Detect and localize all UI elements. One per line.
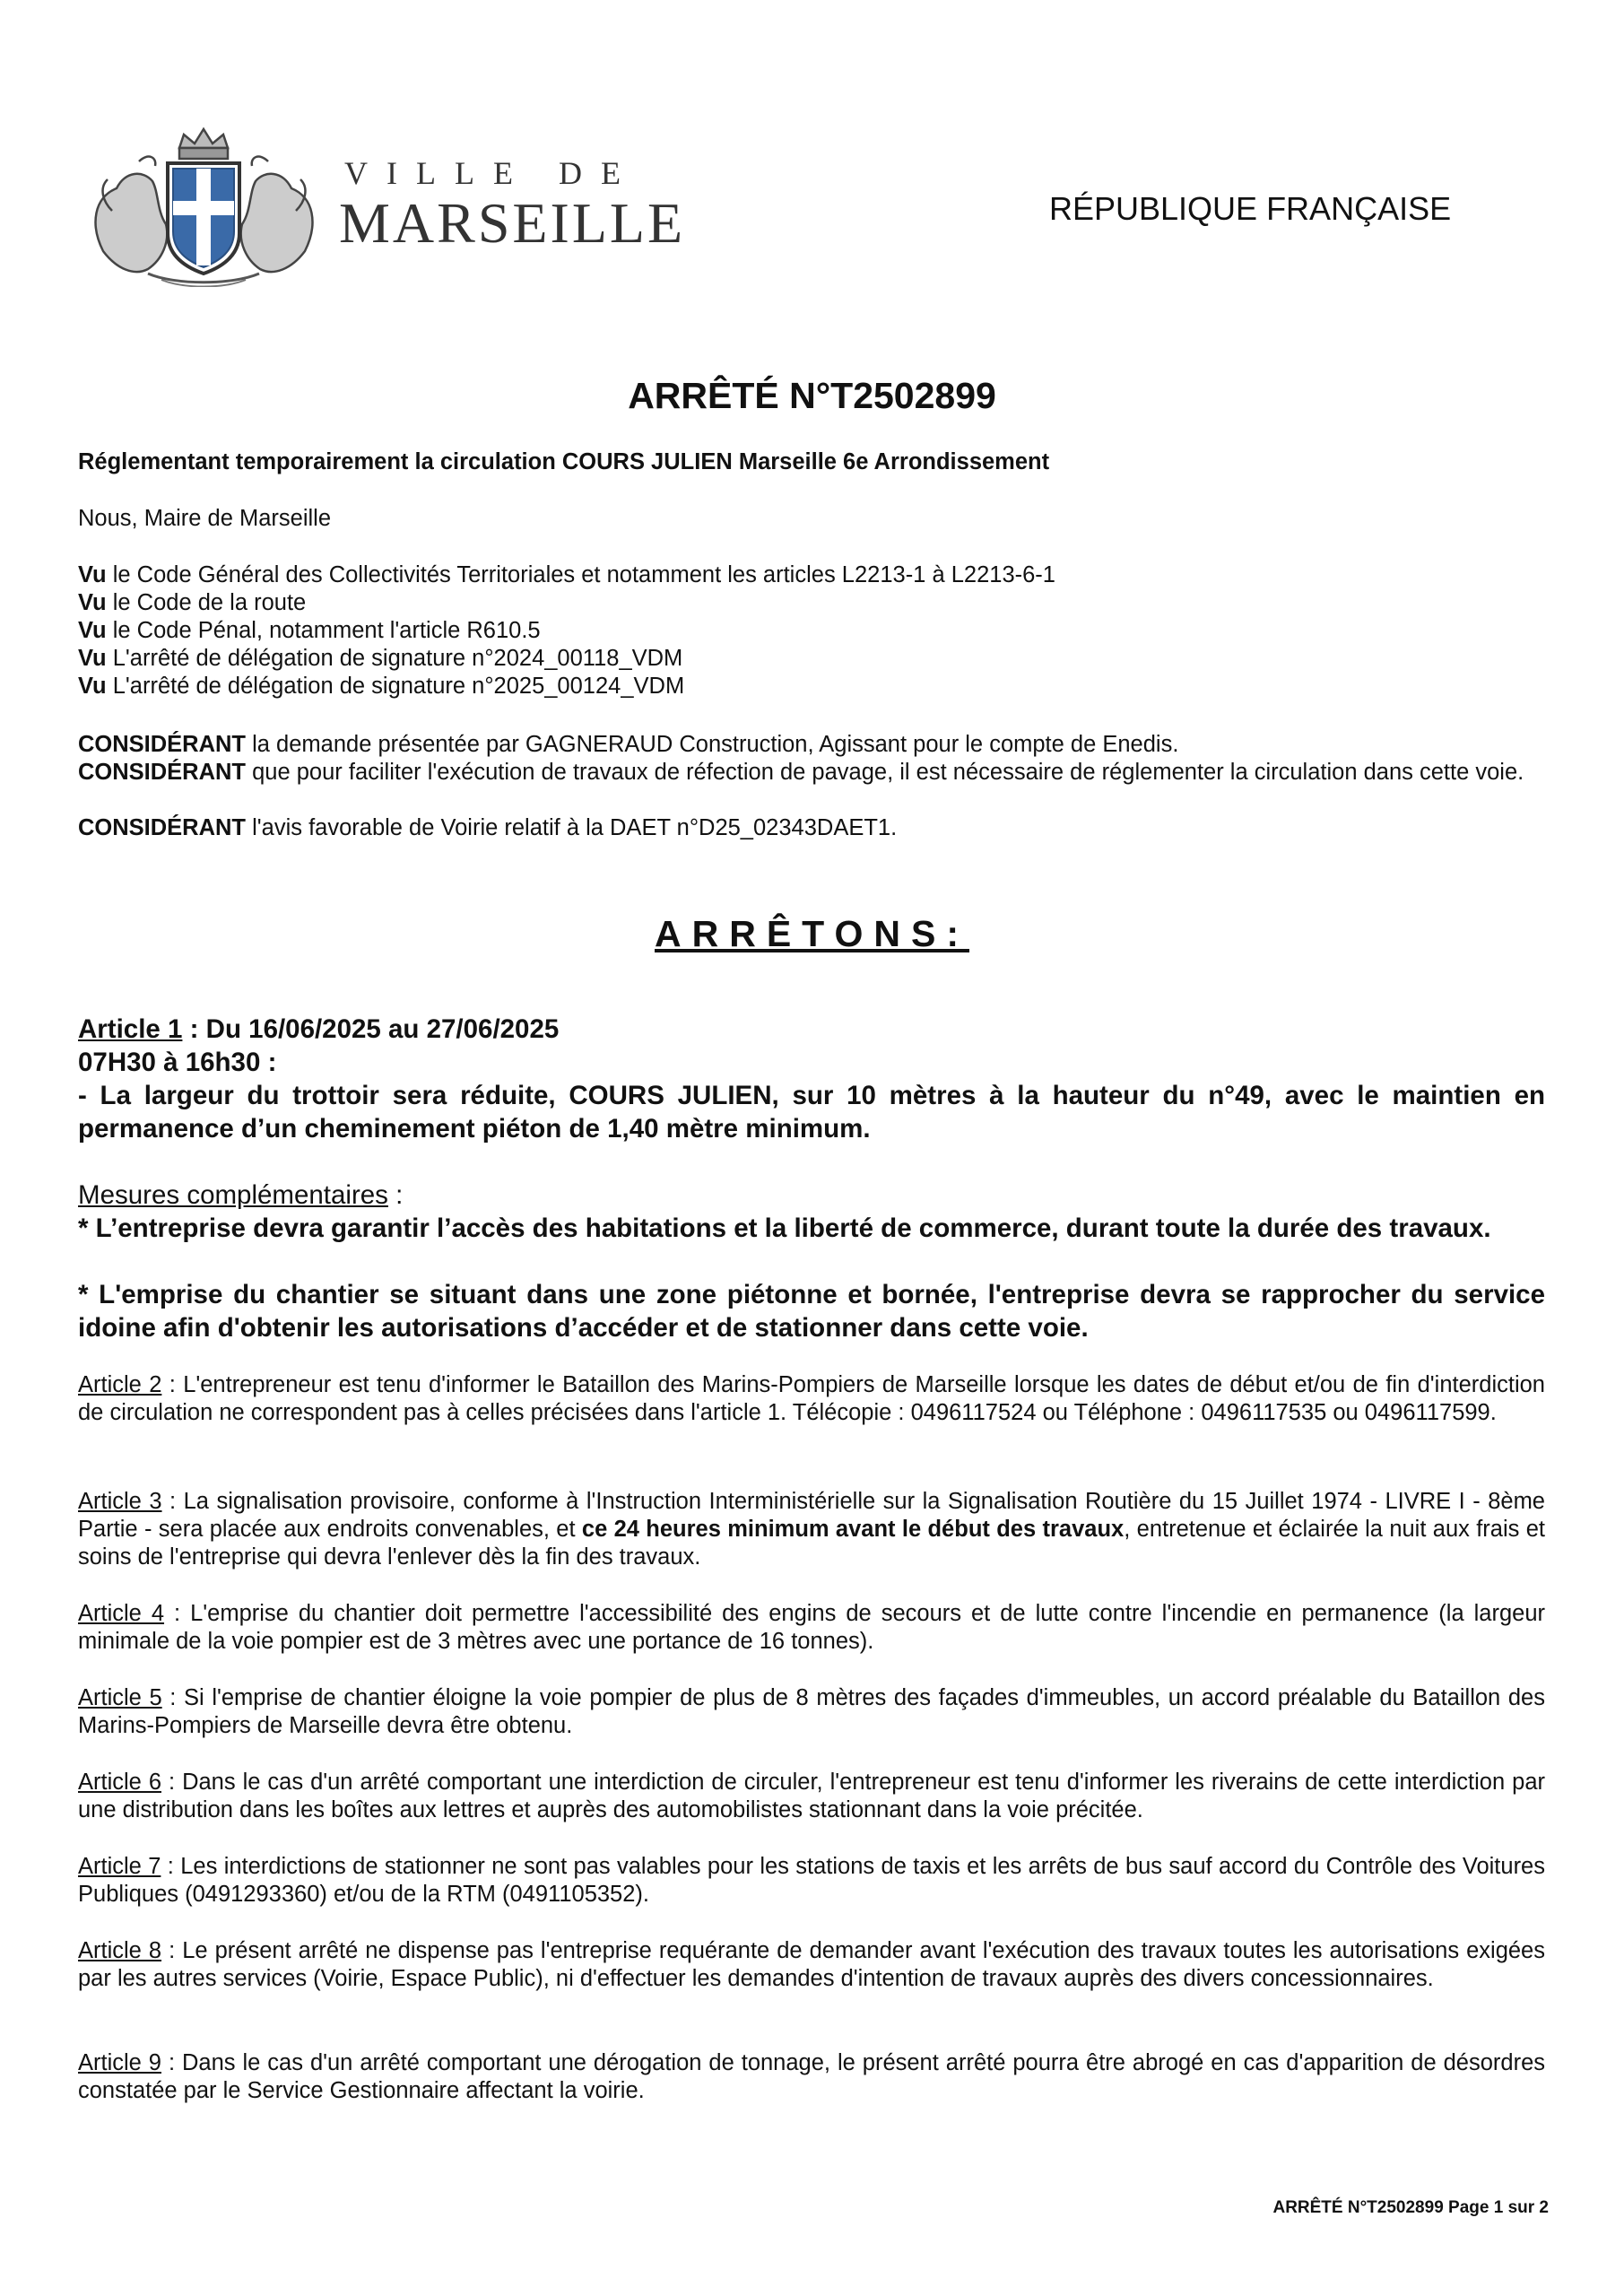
considerant-line: CONSIDÉRANT la demande présentée par GAGNERAUD Construction, Agissant pour le compte de Enedis. [78,732,1179,757]
vu-line: Vu L'arrêté de délégation de signature n°2025_00124_VDM [78,674,685,699]
vu-line: Vu le Code Pénal, notamment l'article R610.5 [78,618,541,643]
document-subtitle: Réglementant temporairement la circulation COURS JULIEN Marseille 6e Arrondissement [78,449,1050,474]
article-8: Article 8 : Le présent arrêté ne dispense pas l'entreprise requérante de demander avant l'exécution des travaux toutes les autorisations exigées par les autres services (Voirie, Espace Public), ni d'effectuer les demandes d'intention de travaux auprès des divers concessionnaires. [78,1938,1545,1991]
considerant-line: CONSIDÉRANT que pour faciliter l'exécution de travaux de réfection de pavage, il est nécessaire de réglementer la circulation dans cette voie. [78,760,1524,785]
article-7: Article 7 : Les interdictions de stationner ne sont pas valables pour les stations de taxis et les arrêts de bus sauf accord du Contrôle des Voitures Publiques (0491293360) et/ou de la RTM (0491105352). [78,1854,1545,1907]
document-title: ARRÊTÉ N°T2502899 [628,375,996,416]
intro-line: Nous, Maire de Marseille [78,506,332,531]
article-1-hours: 07H30 à 16h30 : [78,1048,277,1077]
article-4: Article 4 : L'emprise du chantier doit permettre l'accessibilité des engins de secours et de lutte contre l'incendie en permanence (la largeur minimale de la voie pompier est de 3 mètres avec une portance de 16 tonnes). [78,1601,1545,1654]
mesures-item: * L’entreprise devra garantir l’accès des habitations et la liberté de commerce, durant toute la durée des travaux. [78,1213,1491,1243]
vu-line: Vu le Code de la route [78,590,307,615]
article-9: Article 9 : Dans le cas d'un arrêté comportant une dérogation de tonnage, le présent arrêté pourra être abrogé en cas d'apparition de désordres constatée par le Service Gestionnaire affectant la voirie. [78,2050,1545,2103]
logo-text-ville-de: VILLE DE [344,155,639,191]
article-2: Article 2 : L'entrepreneur est tenu d'informer le Bataillon des Marins-Pompiers de Marseille lorsque les dates de début et/ou de fin d'interdiction de circulation ne correspondent pas à celles précisées dans l'article 1. Télécopie : 0496117524 ou Téléphone : 0496117535 ou 0496117599. [78,1372,1545,1425]
considerant-line: CONSIDÉRANT l'avis favorable de Voirie relatif à la DAET n°D25_02343DAET1. [78,815,898,840]
article-6: Article 6 : Dans le cas d'un arrêté comportant une interdiction de circuler, l'entrepreneur est tenu d'informer les riverains de cette interdiction par une distribution dans les boîtes aux lettres et auprès des automobilistes stationnant dans la voie précitée. [78,1770,1545,1822]
arretons-heading: ARRÊTONS: [655,913,969,954]
article-1-measure: - La largeur du trottoir sera réduite, COURS JULIEN, sur 10 mètres à la hauteur du n°49, avec le maintien en permanence d’un cheminement piéton de 1,40 mètre minimum. [78,1081,1545,1144]
logo-text-marseille: MARSEILLE [339,191,686,255]
article-3: Article 3 : La signalisation provisoire, conforme à l'Instruction Interministérielle sur la Signalisation Routière du 15 Juillet 1974 - LIVRE I - 8ème Partie - sera placée aux endroits convenables, et ce 24 heures minimum avant le début des travaux, entretenue et éclairée la nuit aux frais et soins de l'entreprise qui devra l'enlever dès la fin des travaux. [78,1489,1545,1570]
article-1-dates: Article 1 : Du 16/06/2025 au 27/06/2025 [78,1014,560,1044]
page-footer: ARRÊTÉ N°T2502899 Page 1 sur 2 [1272,2198,1549,2217]
vu-line: Vu le Code Général des Collectivités Territoriales et notamment les articles L2213-1 à L2213-6-1 [78,562,1055,587]
mesures-heading: Mesures complémentaires : [78,1180,404,1210]
mesures-item: * L'emprise du chantier se situant dans une zone piétonne et bornée, l'entreprise devra se rapprocher du service idoine afin d'obtenir les autorisations d’accéder et de stationner dans cette voie. [78,1280,1545,1343]
article-5: Article 5 : Si l'emprise de chantier éloigne la voie pompier de plus de 8 mètres des façades d'immeubles, un accord préalable du Bataillon des Marins-Pompiers de Marseille devra être obtenu. [78,1685,1545,1738]
vu-line: Vu L'arrêté de délégation de signature n°2024_00118_VDM [78,646,683,671]
republique-francaise-heading: RÉPUBLIQUE FRANÇAISE [1049,190,1452,227]
